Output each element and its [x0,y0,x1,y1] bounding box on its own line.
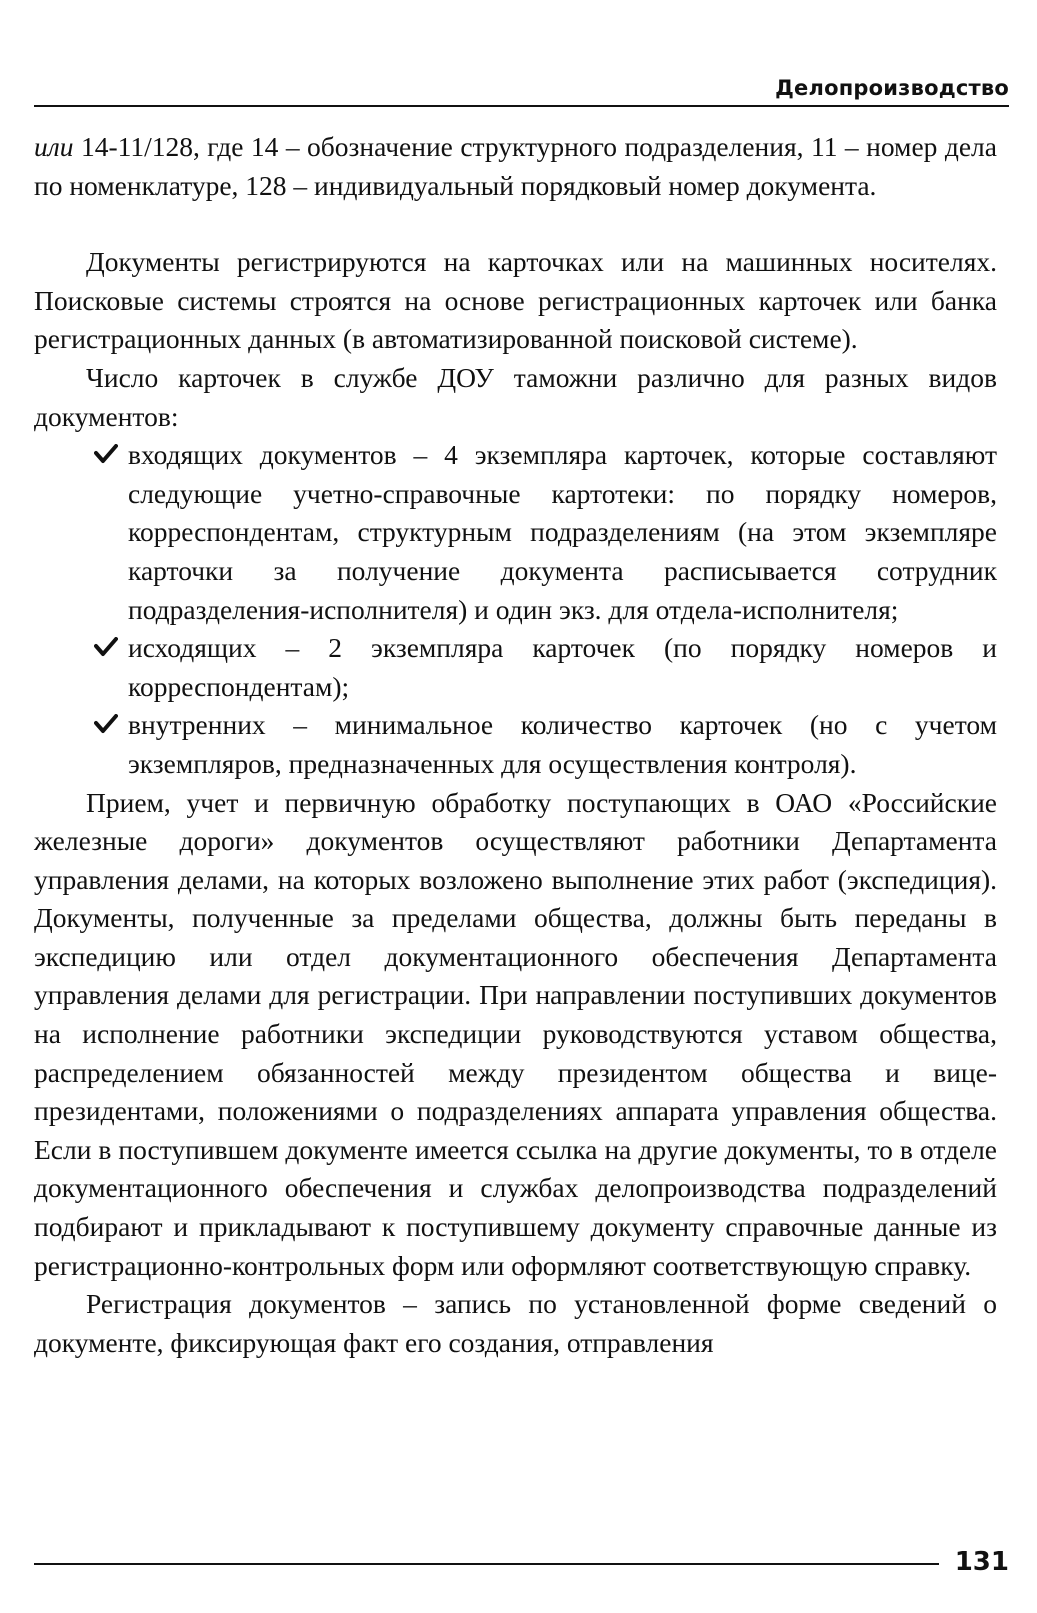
paragraph-gap [34,205,997,243]
checkmark-icon [94,629,120,667]
page-footer [34,1545,1009,1585]
list-item [128,436,997,629]
paragraph-card-count: Число карточек в службе ДОУ таможни различно для разных видов документов: [34,361,997,432]
checkmark-icon [94,436,120,474]
running-header [34,70,1009,110]
paragraph-registration-definition: Регистрация документов – запись по установленной форме сведений о документе, фиксирующая факт его создания, отправления [34,1288,997,1358]
paragraph-continuation [34,128,997,205]
footer-rule [34,1563,939,1565]
bullet-list [34,436,997,783]
page-body [34,128,997,1362]
page-number: 131 [954,1547,1009,1577]
list-item [128,629,997,706]
list-item-text: входящих документов – 4 экземпляра карточек, которые составляют следующие учетно-справочные картотеки: по порядку номеров, корреспондентам, структурным подразделениям (на этом экземпляре карточки за получение документа расписывается сотрудник подразделения-исполнителя) и один экз. для отдела-исполнителя; [128,439,997,625]
paragraph-reception: Прием, учет и первичную обработку поступающих в ОАО «Российские железные дороги» документов осуществляют работники Департамента управления делами, на которых возложено выполнение этих работ (экспедиция). Документы, полученные за пределами общества, должны быть переданы в экспедицию или отдел документационного обеспечения Департамента управления делами для регистрации. При направлении поступивших документов на исполнение работники экспедиции руководствуются уставом общества, распределением обязанностей между президентом общества и вице-президентами, положениями о подразделениях аппарата управления общества. Если в поступившем документе имеется ссылка на другие документы, то в отделе документационного обеспечения и службах делопроизводства подразделений подбирают и прикладывают к поступившему документу справочные данные из регистрационно-контрольных форм или оформляют соответствующую справку. [34,786,997,1281]
running-header-title: Делопроизводство [775,76,1009,100]
list-item [128,706,997,783]
italic-lead-word: или [34,131,74,162]
header-rule [34,105,1009,107]
checkmark-icon [94,706,120,744]
paragraph-text: 14-11/128, где 14 – обозначение структурного подразделения, 11 – номер дела по номенклатуре, 128 – индивидуальный порядковый номер документа. [34,131,997,201]
list-item-text: внутренних – минимальное количество карточек (но с учетом экземпляров, предназначенных для осуществления контроля). [128,709,997,779]
list-item-text: исходящих – 2 экземпляра карточек (по порядку номеров и корреспондентам); [128,632,997,702]
paragraph-registration-media: Документы регистрируются на карточках или на машинных носителях. Поисковые системы строятся на основе регистрационных карточек или банка регистрационных данных (в автоматизированной поисковой системе). [34,246,997,355]
